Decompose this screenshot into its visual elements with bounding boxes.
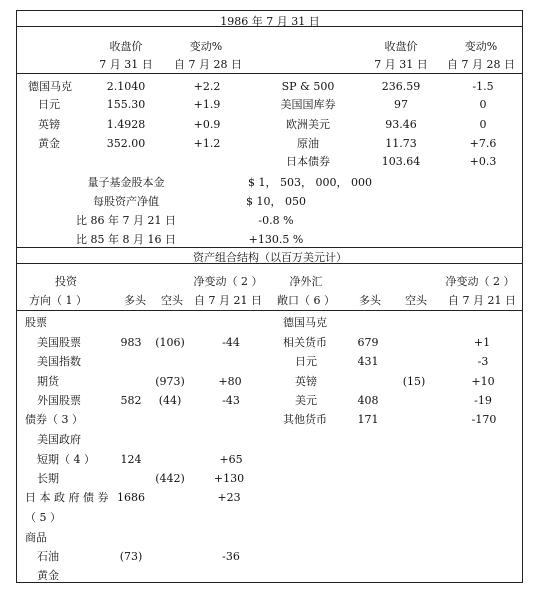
portfolio-left-name: 黄金 bbox=[37, 569, 59, 582]
portfolio-right-name: 德国马克 bbox=[283, 316, 327, 329]
portfolio-left-change: +130 bbox=[213, 472, 245, 485]
market-left-name: 英镑 bbox=[38, 118, 60, 131]
col-close-left: 收盘价 bbox=[109, 40, 143, 53]
sub-close-right: 7 月 31 日 bbox=[374, 58, 428, 71]
fund-label: 量子基金股本金 bbox=[87, 176, 165, 189]
portfolio-left-change: +65 bbox=[219, 453, 243, 466]
portfolio-left-name: 美国政府 bbox=[37, 433, 81, 446]
fund-label: 比 85 年 8 月 16 日 bbox=[76, 233, 176, 246]
h-netchange-left: 净变动（ 2 ） bbox=[193, 275, 263, 288]
portfolio-right-long: 408 bbox=[357, 394, 379, 407]
market-left-close: 2.1040 bbox=[106, 80, 146, 93]
market-left-change: +1.9 bbox=[193, 98, 221, 111]
portfolio-right-long: 679 bbox=[357, 336, 379, 349]
h-invest: 投资 bbox=[55, 275, 77, 288]
market-left-name: 日元 bbox=[38, 98, 60, 111]
portfolio-left-change: -36 bbox=[222, 550, 240, 563]
portfolio-title: 资产组合结构（以百万美元计） bbox=[193, 251, 347, 264]
market-left-name: 黄金 bbox=[38, 137, 60, 150]
portfolio-left-name: （ 5 ） bbox=[25, 511, 61, 524]
market-right-close: 103.64 bbox=[381, 155, 421, 168]
portfolio-right-name: 其他货币 bbox=[283, 413, 327, 426]
market-left-change: +0.9 bbox=[193, 118, 221, 131]
rule-section-break bbox=[17, 247, 522, 248]
portfolio-left-long: (73) bbox=[119, 550, 143, 563]
portfolio-left-long: 983 bbox=[120, 336, 142, 349]
portfolio-left-long: 124 bbox=[120, 453, 142, 466]
market-left-close: 352.00 bbox=[106, 137, 146, 150]
portfolio-right-long: 171 bbox=[357, 413, 379, 426]
portfolio-left-name: 期货 bbox=[37, 375, 59, 388]
market-left-close: 1.4928 bbox=[106, 118, 146, 131]
sub-change-left: 自 7 月 28 日 bbox=[174, 58, 242, 71]
market-right-name: 美国国库券 bbox=[280, 98, 336, 111]
portfolio-left-change: +80 bbox=[218, 375, 242, 388]
portfolio-left-change: +23 bbox=[217, 491, 241, 504]
portfolio-left-name: 短期（ 4 ） bbox=[37, 453, 95, 466]
h-netfx: 净外汇 bbox=[289, 275, 323, 288]
market-right-name: 日本债券 bbox=[286, 155, 330, 168]
market-right-close: 236.59 bbox=[381, 80, 421, 93]
portfolio-right-name: 相关货币 bbox=[283, 336, 327, 349]
portfolio-left-long: 582 bbox=[120, 394, 142, 407]
market-right-change: +7.6 bbox=[469, 137, 497, 150]
portfolio-left-short: (973) bbox=[155, 375, 185, 388]
date-title: 1986 年 7 月 31 日 bbox=[220, 15, 320, 28]
rule-under-portfolio-header bbox=[16, 310, 523, 311]
market-right-change: 0 bbox=[479, 98, 487, 111]
fund-label: 比 86 年 7 月 21 日 bbox=[76, 214, 176, 227]
h-short-right: 空头 bbox=[405, 294, 427, 307]
portfolio-left-name: 长期 bbox=[37, 472, 59, 485]
fund-label: 每股资产净值 bbox=[93, 195, 159, 208]
market-right-close: 97 bbox=[394, 98, 408, 111]
portfolio-left-change: -43 bbox=[222, 394, 240, 407]
portfolio-left-short: (44) bbox=[158, 394, 182, 407]
portfolio-left-short: (106) bbox=[155, 336, 185, 349]
market-left-close: 155.30 bbox=[106, 98, 146, 111]
portfolio-left-name: 股票 bbox=[25, 316, 47, 329]
market-right-close: 11.73 bbox=[385, 137, 417, 150]
h-since-right: 自 7 月 21 日 bbox=[448, 294, 516, 307]
market-right-name: 原油 bbox=[297, 137, 319, 150]
portfolio-left-short: (442) bbox=[155, 472, 185, 485]
portfolio-right-short: (15) bbox=[402, 375, 426, 388]
market-right-name: 欧洲美元 bbox=[286, 118, 330, 131]
portfolio-right-name: 美元 bbox=[295, 394, 317, 407]
col-change-left: 变动% bbox=[189, 40, 223, 53]
market-right-name: SP & 500 bbox=[281, 80, 335, 93]
sub-close-left: 7 月 31 日 bbox=[99, 58, 153, 71]
portfolio-right-name: 英镑 bbox=[295, 375, 317, 388]
portfolio-right-change: +1 bbox=[473, 336, 491, 349]
fund-value: $ 1， 503， 000， 000 bbox=[248, 176, 372, 189]
fund-value: $ 10， 050 bbox=[246, 195, 306, 208]
market-left-name: 德国马克 bbox=[28, 80, 72, 93]
portfolio-left-name: 石油 bbox=[37, 550, 59, 563]
portfolio-left-name: 债券（ 3 ） bbox=[25, 413, 83, 426]
portfolio-right-change: -19 bbox=[474, 394, 492, 407]
h-netchange-right: 净变动（ 2 ） bbox=[445, 275, 515, 288]
portfolio-left-name: 商品 bbox=[25, 531, 47, 544]
portfolio-right-name: 日元 bbox=[295, 355, 317, 368]
market-right-change: +0.3 bbox=[469, 155, 497, 168]
market-right-change: 0 bbox=[479, 118, 487, 131]
portfolio-left-change: -44 bbox=[222, 336, 240, 349]
fund-value: -0.8 % bbox=[258, 214, 294, 227]
fund-value: +130.5 % bbox=[248, 233, 304, 246]
rule-under-header bbox=[16, 73, 523, 74]
h-long-right: 多头 bbox=[359, 294, 381, 307]
market-right-change: -1.5 bbox=[472, 80, 494, 93]
h-direction: 方向（ 1 ） bbox=[29, 294, 87, 307]
portfolio-right-change: -170 bbox=[471, 413, 497, 426]
h-short-left: 空头 bbox=[161, 294, 183, 307]
h-long-left: 多头 bbox=[124, 294, 146, 307]
portfolio-right-long: 431 bbox=[357, 355, 379, 368]
portfolio-left-long: 1686 bbox=[117, 491, 145, 504]
market-left-change: +1.2 bbox=[193, 137, 221, 150]
sub-change-right: 自 7 月 28 日 bbox=[447, 58, 515, 71]
portfolio-left-name: 美国股票 bbox=[37, 336, 81, 349]
market-right-close: 93.46 bbox=[385, 118, 417, 131]
col-change-right: 变动% bbox=[464, 40, 498, 53]
portfolio-left-name: 日 本 政 府 债 券 bbox=[25, 491, 109, 504]
portfolio-right-change: +10 bbox=[471, 375, 495, 388]
h-exposure: 敞口（ 6 ） bbox=[277, 294, 335, 307]
portfolio-right-change: -3 bbox=[477, 355, 489, 368]
portfolio-left-name: 美国指数 bbox=[37, 355, 81, 368]
h-since-left: 自 7 月 21 日 bbox=[194, 294, 262, 307]
portfolio-left-name: 外国股票 bbox=[37, 394, 81, 407]
col-close-right: 收盘价 bbox=[384, 40, 418, 53]
market-left-change: +2.2 bbox=[193, 80, 221, 93]
